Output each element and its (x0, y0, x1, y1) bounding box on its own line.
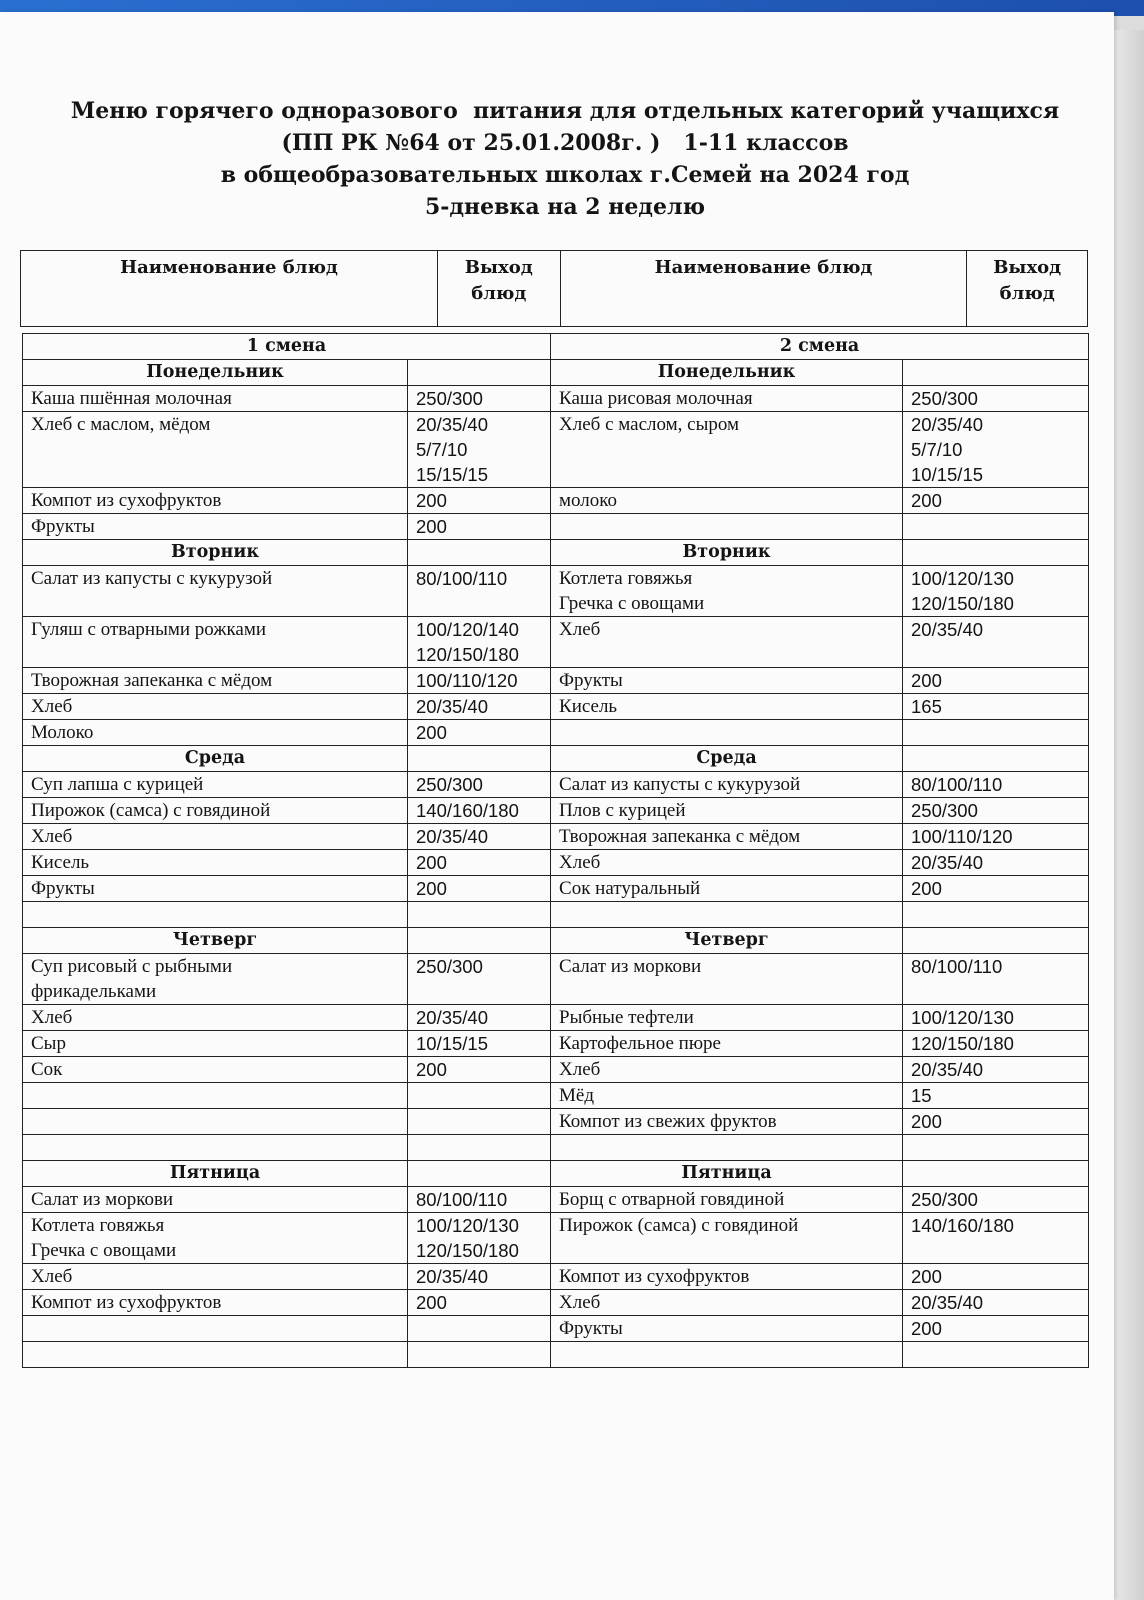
dish-yield-shift-1 (408, 1135, 551, 1161)
dish-yield-shift-2: 15 (903, 1083, 1089, 1109)
document-title (20, 95, 1110, 223)
dish-name-shift-1: Гуляш с отварными рожками (23, 617, 408, 668)
menu-row (23, 876, 1089, 902)
menu-row (23, 850, 1089, 876)
dish-name-shift-2: Хлеб с маслом, сыром (551, 412, 903, 488)
dish-yield-shift-2 (903, 1342, 1089, 1368)
dish-yield-shift-1: 140/160/180 (408, 798, 551, 824)
next-page-edge (1114, 30, 1144, 1600)
header-dish-name-left: Наименование блюд (21, 251, 438, 327)
title-line-2: (ПП РК №64 от 25.01.2008г. ) 1-11 классов (281, 130, 849, 156)
dish-yield-shift-2 (903, 514, 1089, 540)
dish-name-shift-1: Творожная запеканка с мёдом (23, 668, 408, 694)
menu-table-header (20, 250, 1088, 327)
dish-name-shift-2: Рыбные тефтели (551, 1005, 903, 1031)
menu-row (23, 1135, 1089, 1161)
menu-row (23, 954, 1089, 1005)
dish-name-shift-1: Салат из моркови (23, 1187, 408, 1213)
dish-name-shift-2: Хлеб (551, 850, 903, 876)
dish-yield-shift-2: 100/120/130 (903, 1005, 1089, 1031)
dish-yield-shift-2: 200 (903, 668, 1089, 694)
dish-yield-shift-2: 250/300 (903, 386, 1089, 412)
title-line-3: в общеобразовательных школах г.Семей на 2024 год (220, 162, 910, 188)
dish-name-shift-2: Хлеб (551, 1290, 903, 1316)
dish-yield-shift-1: 20/35/40 (408, 694, 551, 720)
dish-yield-shift-2: 20/35/40 (903, 1290, 1089, 1316)
dish-name-shift-2: молоко (551, 488, 903, 514)
dish-name-shift-2: Борщ с отварной говядиной (551, 1187, 903, 1213)
dish-name-shift-2: Салат из моркови (551, 954, 903, 1005)
dish-name-shift-2 (551, 1342, 903, 1368)
day-heading-shift-1: Пятница (23, 1161, 408, 1187)
shift-1-label: 1 смена (23, 334, 551, 360)
dish-name-shift-1: Салат из капусты с кукурузой (23, 566, 408, 617)
menu-row (23, 412, 1089, 488)
menu-row (23, 1213, 1089, 1264)
dish-yield-shift-1: 10/15/15 (408, 1031, 551, 1057)
dish-yield-shift-1 (408, 746, 551, 772)
dish-name-shift-1: Суп лапша с курицей (23, 772, 408, 798)
dish-yield-shift-1 (408, 1316, 551, 1342)
day-heading-shift-1: Среда (23, 746, 408, 772)
dish-yield-shift-1: 250/300 (408, 386, 551, 412)
dish-yield-shift-2: 20/35/40 (903, 617, 1089, 668)
dish-yield-shift-1 (408, 1342, 551, 1368)
dish-yield-shift-1: 200 (408, 876, 551, 902)
dish-name-shift-2: Хлеб (551, 617, 903, 668)
menu-row (23, 694, 1089, 720)
dish-name-shift-2: Картофельное пюре (551, 1031, 903, 1057)
dish-name-shift-1: Фрукты (23, 876, 408, 902)
dish-yield-shift-1: 200 (408, 720, 551, 746)
dish-name-shift-1: Кисель (23, 850, 408, 876)
title-line-1: Меню горячего одноразового питания для отдельных категорий учащихся (70, 98, 1060, 124)
menu-row (23, 1031, 1089, 1057)
day-heading-shift-2: Четверг (551, 928, 903, 954)
dish-yield-shift-1 (408, 1109, 551, 1135)
dish-yield-shift-2: 200 (903, 1264, 1089, 1290)
menu-row (23, 824, 1089, 850)
dish-name-shift-1: Хлеб с маслом, мёдом (23, 412, 408, 488)
menu-row (23, 360, 1089, 386)
dish-yield-shift-2: 200 (903, 1109, 1089, 1135)
dish-yield-shift-2: 20/35/40 5/7/10 10/15/15 (903, 412, 1089, 488)
dish-yield-shift-2 (903, 928, 1089, 954)
menu-row (23, 1342, 1089, 1368)
menu-row (23, 1083, 1089, 1109)
header-yield-left: Выход блюд (437, 251, 560, 327)
header-yield-right: Выход блюд (967, 251, 1088, 327)
menu-row (23, 514, 1089, 540)
dish-name-shift-1: Фрукты (23, 514, 408, 540)
menu-row (23, 902, 1089, 928)
menu-row (23, 720, 1089, 746)
dish-name-shift-1: Котлета говяжья Гречка с овощами (23, 1213, 408, 1264)
dish-name-shift-1: Компот из сухофруктов (23, 488, 408, 514)
menu-row (23, 772, 1089, 798)
dish-yield-shift-2: 200 (903, 876, 1089, 902)
dish-name-shift-1 (23, 902, 408, 928)
menu-row (23, 668, 1089, 694)
dish-yield-shift-2 (903, 720, 1089, 746)
dish-name-shift-2: Котлета говяжья Гречка с овощами (551, 566, 903, 617)
dish-name-shift-1: Хлеб (23, 1264, 408, 1290)
dish-name-shift-2: Компот из сухофруктов (551, 1264, 903, 1290)
menu-row (23, 1109, 1089, 1135)
dish-name-shift-2 (551, 720, 903, 746)
dish-name-shift-1: Компот из сухофруктов (23, 1290, 408, 1316)
day-heading-shift-1: Четверг (23, 928, 408, 954)
header-dish-name-right: Наименование блюд (560, 251, 967, 327)
dish-yield-shift-2: 20/35/40 (903, 850, 1089, 876)
menu-row (23, 1316, 1089, 1342)
day-heading-shift-2: Пятница (551, 1161, 903, 1187)
dish-yield-shift-2: 200 (903, 1316, 1089, 1342)
dish-yield-shift-2 (903, 746, 1089, 772)
dish-name-shift-2: Фрукты (551, 1316, 903, 1342)
dish-yield-shift-1: 80/100/110 (408, 1187, 551, 1213)
dish-yield-shift-1: 20/35/40 (408, 824, 551, 850)
dish-yield-shift-1 (408, 360, 551, 386)
dish-yield-shift-1 (408, 1083, 551, 1109)
menu-row (23, 540, 1089, 566)
dish-name-shift-1 (23, 1342, 408, 1368)
dish-name-shift-1 (23, 1109, 408, 1135)
dish-name-shift-1: Хлеб (23, 1005, 408, 1031)
dish-name-shift-1: Пирожок (самса) с говядиной (23, 798, 408, 824)
dish-yield-shift-2: 100/120/130 120/150/180 (903, 566, 1089, 617)
dish-yield-shift-1: 250/300 (408, 954, 551, 1005)
dish-yield-shift-2 (903, 1161, 1089, 1187)
dish-yield-shift-1 (408, 540, 551, 566)
day-heading-shift-1: Вторник (23, 540, 408, 566)
dish-name-shift-1: Сок (23, 1057, 408, 1083)
menu-row (23, 1057, 1089, 1083)
menu-row (23, 617, 1089, 668)
menu-row (23, 746, 1089, 772)
menu-table (22, 333, 1089, 1368)
dish-name-shift-2: Салат из капусты с кукурузой (551, 772, 903, 798)
shift-row (23, 334, 1089, 360)
dish-yield-shift-1: 80/100/110 (408, 566, 551, 617)
menu-row (23, 566, 1089, 617)
menu-row (23, 1005, 1089, 1031)
dish-yield-shift-2: 250/300 (903, 798, 1089, 824)
dish-yield-shift-2 (903, 360, 1089, 386)
dish-yield-shift-1: 20/35/40 (408, 1264, 551, 1290)
dish-yield-shift-2 (903, 540, 1089, 566)
dish-name-shift-2: Сок натуральный (551, 876, 903, 902)
dish-name-shift-2: Плов с курицей (551, 798, 903, 824)
dish-yield-shift-1: 200 (408, 488, 551, 514)
day-heading-shift-2: Понедельник (551, 360, 903, 386)
menu-row (23, 488, 1089, 514)
dish-yield-shift-1 (408, 928, 551, 954)
dish-name-shift-2 (551, 1135, 903, 1161)
menu-row (23, 798, 1089, 824)
day-heading-shift-1: Понедельник (23, 360, 408, 386)
dish-yield-shift-1: 20/35/40 5/7/10 15/15/15 (408, 412, 551, 488)
dish-name-shift-2: Каша рисовая молочная (551, 386, 903, 412)
dish-yield-shift-2: 250/300 (903, 1187, 1089, 1213)
dish-yield-shift-1: 100/110/120 (408, 668, 551, 694)
dish-name-shift-1 (23, 1083, 408, 1109)
dish-name-shift-2: Хлеб (551, 1057, 903, 1083)
dish-name-shift-1: Сыр (23, 1031, 408, 1057)
dish-name-shift-2: Пирожок (самса) с говядиной (551, 1213, 903, 1264)
dish-name-shift-2: Творожная запеканка с мёдом (551, 824, 903, 850)
dish-yield-shift-1 (408, 902, 551, 928)
menu-row (23, 386, 1089, 412)
day-heading-shift-2: Вторник (551, 540, 903, 566)
dish-name-shift-1: Молоко (23, 720, 408, 746)
dish-name-shift-2: Компот из свежих фруктов (551, 1109, 903, 1135)
dish-name-shift-1: Хлеб (23, 824, 408, 850)
dish-yield-shift-2: 140/160/180 (903, 1213, 1089, 1264)
dish-yield-shift-1 (408, 1161, 551, 1187)
dish-yield-shift-2: 20/35/40 (903, 1057, 1089, 1083)
menu-row (23, 1187, 1089, 1213)
dish-name-shift-2 (551, 514, 903, 540)
dish-yield-shift-2 (903, 902, 1089, 928)
shift-2-label: 2 смена (551, 334, 1089, 360)
dish-name-shift-2: Мёд (551, 1083, 903, 1109)
dish-name-shift-2: Кисель (551, 694, 903, 720)
dish-name-shift-1 (23, 1316, 408, 1342)
dish-yield-shift-2: 200 (903, 488, 1089, 514)
dish-name-shift-1: Хлеб (23, 694, 408, 720)
dish-yield-shift-1: 200 (408, 514, 551, 540)
dish-yield-shift-2: 120/150/180 (903, 1031, 1089, 1057)
dish-yield-shift-2 (903, 1135, 1089, 1161)
dish-yield-shift-1: 20/35/40 (408, 1005, 551, 1031)
menu-row (23, 928, 1089, 954)
title-line-4: 5-дневка на 2 неделю (424, 194, 706, 220)
dish-name-shift-1: Суп рисовый с рыбными фрикадельками (23, 954, 408, 1005)
dish-yield-shift-1: 200 (408, 1057, 551, 1083)
dish-name-shift-1 (23, 1135, 408, 1161)
menu-row (23, 1161, 1089, 1187)
day-heading-shift-2: Среда (551, 746, 903, 772)
dish-name-shift-1: Каша пшённая молочная (23, 386, 408, 412)
dish-name-shift-2: Фрукты (551, 668, 903, 694)
dish-yield-shift-1: 200 (408, 850, 551, 876)
dish-yield-shift-2: 165 (903, 694, 1089, 720)
dish-yield-shift-1: 100/120/140 120/150/180 (408, 617, 551, 668)
dish-yield-shift-2: 80/100/110 (903, 954, 1089, 1005)
dish-yield-shift-1: 250/300 (408, 772, 551, 798)
dish-yield-shift-1: 200 (408, 1290, 551, 1316)
dish-yield-shift-1: 100/120/130 120/150/180 (408, 1213, 551, 1264)
dish-yield-shift-2: 100/110/120 (903, 824, 1089, 850)
dish-yield-shift-2: 80/100/110 (903, 772, 1089, 798)
menu-row (23, 1290, 1089, 1316)
dish-name-shift-2 (551, 902, 903, 928)
menu-row (23, 1264, 1089, 1290)
